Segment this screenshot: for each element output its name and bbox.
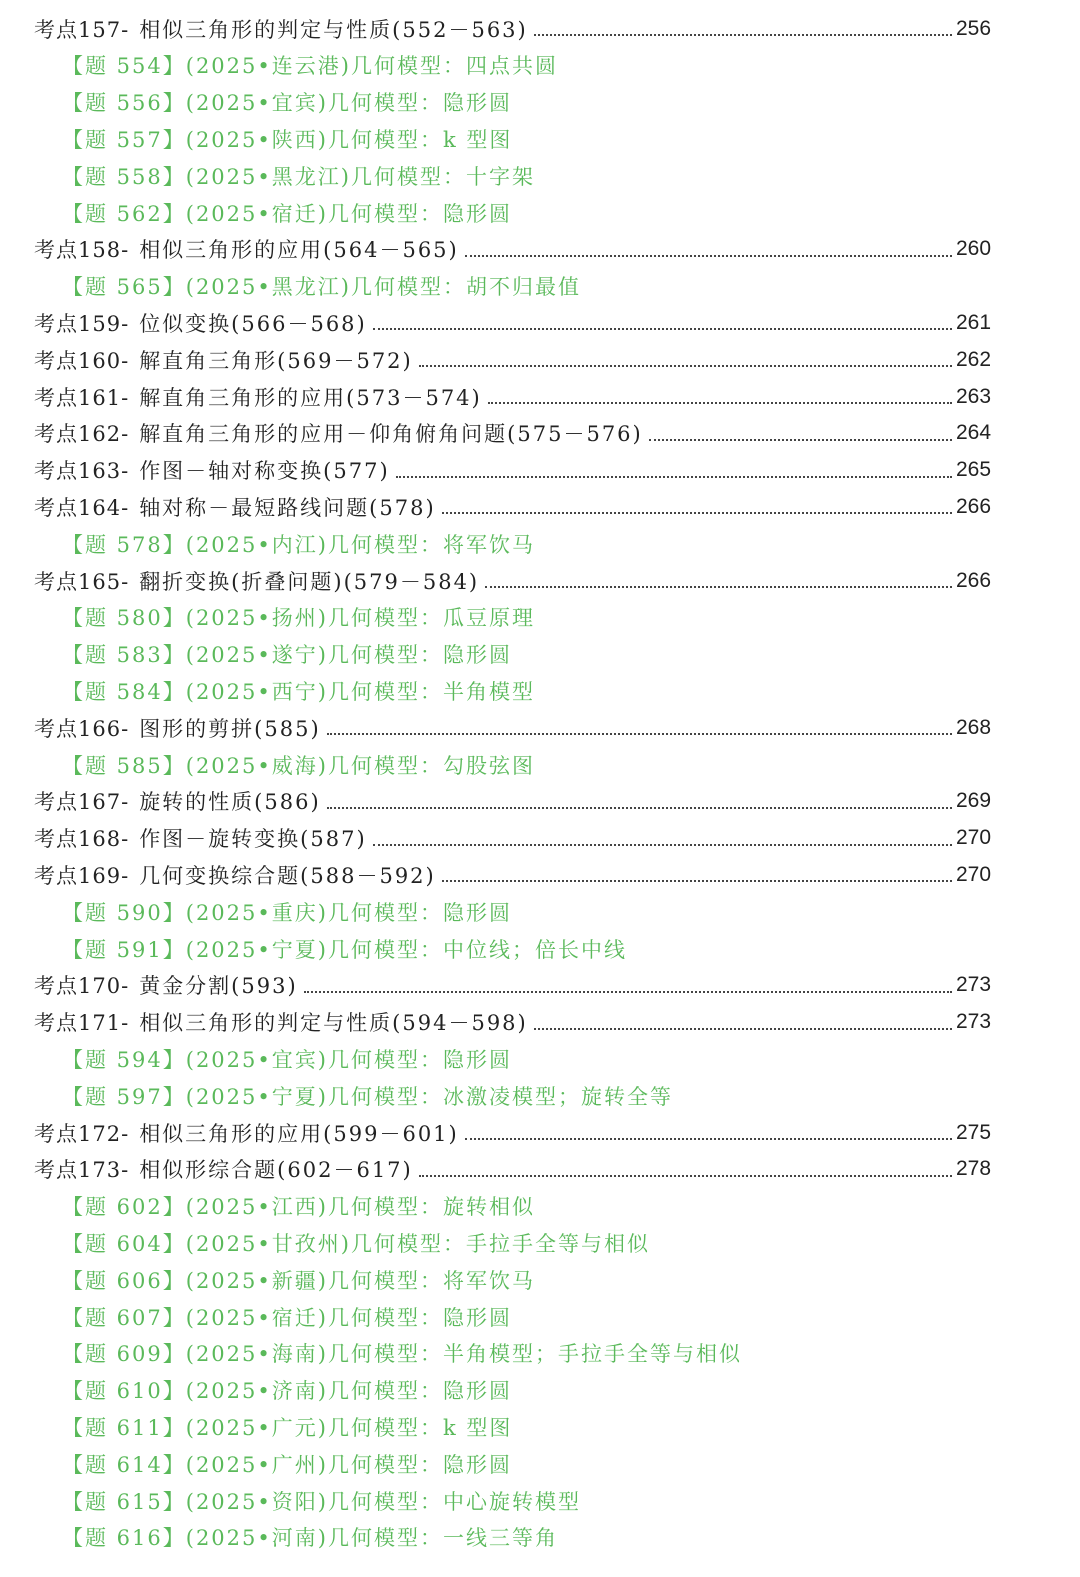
toc-question-row[interactable]	[0, 599, 1080, 636]
question-label: 【题 606】(2025•新疆)几何模型：将军饮马	[62, 1268, 535, 1293]
topic-code: 考点165-	[34, 569, 130, 594]
toc-question-row[interactable]	[0, 157, 1080, 194]
topic-code: 考点168-	[34, 827, 130, 852]
toc-topic-row[interactable]	[0, 378, 1080, 415]
topic-code: 考点159-	[34, 311, 130, 336]
page-number: 263	[956, 384, 992, 408]
topic-title: 位似变换(566－568)	[139, 311, 367, 336]
question-label: 【题 565】(2025•黑龙江)几何模型：胡不归最值	[62, 275, 581, 300]
topic-code: 考点161-	[34, 385, 130, 410]
toc-question-row[interactable]	[0, 1298, 1080, 1335]
page-number: 268	[956, 715, 992, 739]
question-label: 【题 554】(2025•连云港)几何模型：四点共圆	[62, 54, 558, 79]
topic-title: 作图－旋转变换(587)	[139, 827, 367, 852]
question-label: 【题 580】(2025•扬州)几何模型：瓜豆原理	[62, 606, 535, 631]
leader-dots	[534, 33, 952, 36]
toc-question-row[interactable]	[0, 1335, 1080, 1372]
topic-code: 考点172-	[34, 1121, 130, 1146]
question-label: 【题 584】(2025•西宁)几何模型：半角模型	[62, 679, 535, 704]
page-number: 273	[956, 973, 992, 997]
toc-topic-row[interactable]	[0, 967, 1080, 1004]
toc-topic-row[interactable]	[0, 488, 1080, 525]
topic-title: 相似三角形的判定与性质(552－563)	[139, 17, 528, 42]
question-label: 【题 591】(2025•宁夏)几何模型：中位线；倍长中线	[62, 937, 627, 962]
leader-dots	[327, 806, 952, 809]
leader-dots	[465, 254, 952, 257]
topic-title: 解直角三角形的应用(573－574)	[139, 385, 482, 410]
question-label: 【题 597】(2025•宁夏)几何模型：冰激凌模型；旋转全等	[62, 1084, 673, 1109]
toc-question-row[interactable]	[0, 1445, 1080, 1482]
topic-code: 考点164-	[34, 495, 130, 520]
page-number: 265	[956, 458, 992, 482]
question-label: 【题 585】(2025•威海)几何模型：勾股弦图	[62, 753, 535, 778]
leader-dots	[649, 438, 952, 441]
topic-title: 翻折变换(折叠问题)(579－584)	[139, 569, 480, 594]
page-number: 269	[956, 789, 992, 813]
topic-title: 相似形综合题(602－617)	[139, 1158, 413, 1183]
page-number: 262	[956, 347, 992, 371]
toc-question-row[interactable]	[0, 1261, 1080, 1298]
question-label: 【题 610】(2025•济南)几何模型：隐形圆	[62, 1379, 512, 1404]
toc-question-row[interactable]	[0, 1408, 1080, 1445]
toc-topic-row[interactable]	[0, 709, 1080, 746]
leader-dots	[304, 990, 952, 993]
page-number: 256	[956, 16, 992, 40]
topic-code: 考点166-	[34, 716, 130, 741]
toc-question-row[interactable]	[0, 1519, 1080, 1556]
question-label: 【题 604】(2025•甘孜州)几何模型：手拉手全等与相似	[62, 1231, 650, 1256]
leader-dots	[373, 843, 952, 846]
topic-code: 考点158-	[34, 238, 130, 263]
toc-question-row[interactable]	[0, 636, 1080, 673]
topic-title: 相似三角形的应用(564－565)	[139, 238, 459, 263]
page-number: 270	[956, 826, 992, 850]
toc-topic-row[interactable]	[0, 1151, 1080, 1188]
topic-code: 考点167-	[34, 790, 130, 815]
topic-code: 考点160-	[34, 348, 130, 373]
topic-title: 解直角三角形(569－572)	[139, 348, 413, 373]
toc-question-row[interactable]	[0, 1224, 1080, 1261]
toc-question-row[interactable]	[0, 1482, 1080, 1519]
page-number: 261	[956, 310, 992, 334]
toc-question-row[interactable]	[0, 746, 1080, 783]
question-label: 【题 558】(2025•黑龙江)几何模型：十字架	[62, 164, 535, 189]
question-label: 【题 594】(2025•宜宾)几何模型：隐形圆	[62, 1047, 512, 1072]
toc-question-row[interactable]	[0, 194, 1080, 231]
topic-code: 考点171-	[34, 1011, 130, 1036]
toc-question-row[interactable]	[0, 84, 1080, 121]
page-number: 260	[956, 237, 992, 261]
toc-question-row[interactable]	[0, 1040, 1080, 1077]
toc-topic-row[interactable]	[0, 1114, 1080, 1151]
question-label: 【题 607】(2025•宿迁)几何模型：隐形圆	[62, 1305, 512, 1330]
topic-title: 作图－轴对称变换(577)	[139, 459, 390, 484]
page-number: 278	[956, 1157, 992, 1181]
question-label: 【题 615】(2025•资阳)几何模型：中心旋转模型	[62, 1489, 581, 1514]
toc-topic-row[interactable]	[0, 10, 1080, 47]
toc-topic-row[interactable]	[0, 1004, 1080, 1041]
question-label: 【题 557】(2025•陕西)几何模型：k 型图	[62, 127, 513, 152]
toc-question-row[interactable]	[0, 120, 1080, 157]
page-number: 275	[956, 1120, 992, 1144]
toc-topic-row[interactable]	[0, 452, 1080, 489]
topic-code: 考点162-	[34, 422, 130, 447]
question-label: 【题 614】(2025•广州)几何模型：隐形圆	[62, 1452, 512, 1477]
leader-dots	[419, 1174, 952, 1177]
leader-dots	[442, 879, 952, 882]
topic-code: 考点173-	[34, 1158, 130, 1183]
question-label: 【题 602】(2025•江西)几何模型：旋转相似	[62, 1195, 535, 1220]
toc-question-row[interactable]	[0, 1372, 1080, 1409]
question-label: 【题 583】(2025•遂宁)几何模型：隐形圆	[62, 643, 512, 668]
topic-title: 轴对称－最短路线问题(578)	[139, 495, 436, 520]
page-number: 266	[956, 568, 992, 592]
topic-title: 旋转的性质(586)	[139, 790, 321, 815]
topic-title: 黄金分割(593)	[139, 974, 298, 999]
question-label: 【题 609】(2025•海南)几何模型：半角模型；手拉手全等与相似	[62, 1342, 742, 1367]
leader-dots	[373, 327, 952, 330]
question-label: 【题 611】(2025•广元)几何模型：k 型图	[62, 1415, 513, 1440]
toc-question-row[interactable]	[0, 47, 1080, 84]
page-number: 266	[956, 494, 992, 518]
leader-dots	[419, 364, 952, 367]
toc-topic-row[interactable]	[0, 341, 1080, 378]
leader-dots	[488, 401, 952, 404]
toc-topic-row[interactable]	[0, 304, 1080, 341]
question-label: 【题 616】(2025•河南)几何模型：一线三等角	[62, 1526, 558, 1551]
question-label: 【题 590】(2025•重庆)几何模型：隐形圆	[62, 900, 512, 925]
topic-title: 解直角三角形的应用－仰角俯角问题(575－576)	[139, 422, 643, 447]
topic-code: 考点169-	[34, 863, 130, 888]
page-number: 264	[956, 421, 992, 445]
topic-title: 几何变换综合题(588－592)	[139, 863, 436, 888]
toc-question-row[interactable]	[0, 1188, 1080, 1225]
leader-dots	[465, 1137, 952, 1140]
question-label: 【题 556】(2025•宜宾)几何模型：隐形圆	[62, 91, 512, 116]
toc-topic-row[interactable]	[0, 820, 1080, 857]
topic-title: 图形的剪拼(585)	[139, 716, 321, 741]
toc-question-row[interactable]	[0, 672, 1080, 709]
leader-dots	[534, 1027, 952, 1030]
topic-code: 考点157-	[34, 17, 130, 42]
toc-topic-row[interactable]	[0, 856, 1080, 893]
toc-question-row[interactable]	[0, 525, 1080, 562]
toc-topic-row[interactable]	[0, 231, 1080, 268]
page-number: 270	[956, 862, 992, 886]
question-label: 【题 562】(2025•宿迁)几何模型：隐形圆	[62, 201, 512, 226]
topic-code: 考点170-	[34, 974, 130, 999]
toc-topic-row[interactable]	[0, 783, 1080, 820]
toc-topic-row[interactable]	[0, 415, 1080, 452]
leader-dots	[327, 732, 952, 735]
topic-title: 相似三角形的应用(599－601)	[139, 1121, 459, 1146]
toc-question-row[interactable]	[0, 893, 1080, 930]
toc-topic-row[interactable]	[0, 562, 1080, 599]
toc-question-row[interactable]	[0, 930, 1080, 967]
leader-dots	[485, 585, 952, 588]
topic-title: 相似三角形的判定与性质(594－598)	[139, 1011, 528, 1036]
question-label: 【题 578】(2025•内江)几何模型：将军饮马	[62, 532, 535, 557]
toc-question-row[interactable]	[0, 268, 1080, 305]
leader-dots	[396, 475, 952, 478]
page-number: 273	[956, 1010, 992, 1034]
leader-dots	[442, 511, 952, 514]
toc-question-row[interactable]	[0, 1077, 1080, 1114]
topic-code: 考点163-	[34, 459, 130, 484]
